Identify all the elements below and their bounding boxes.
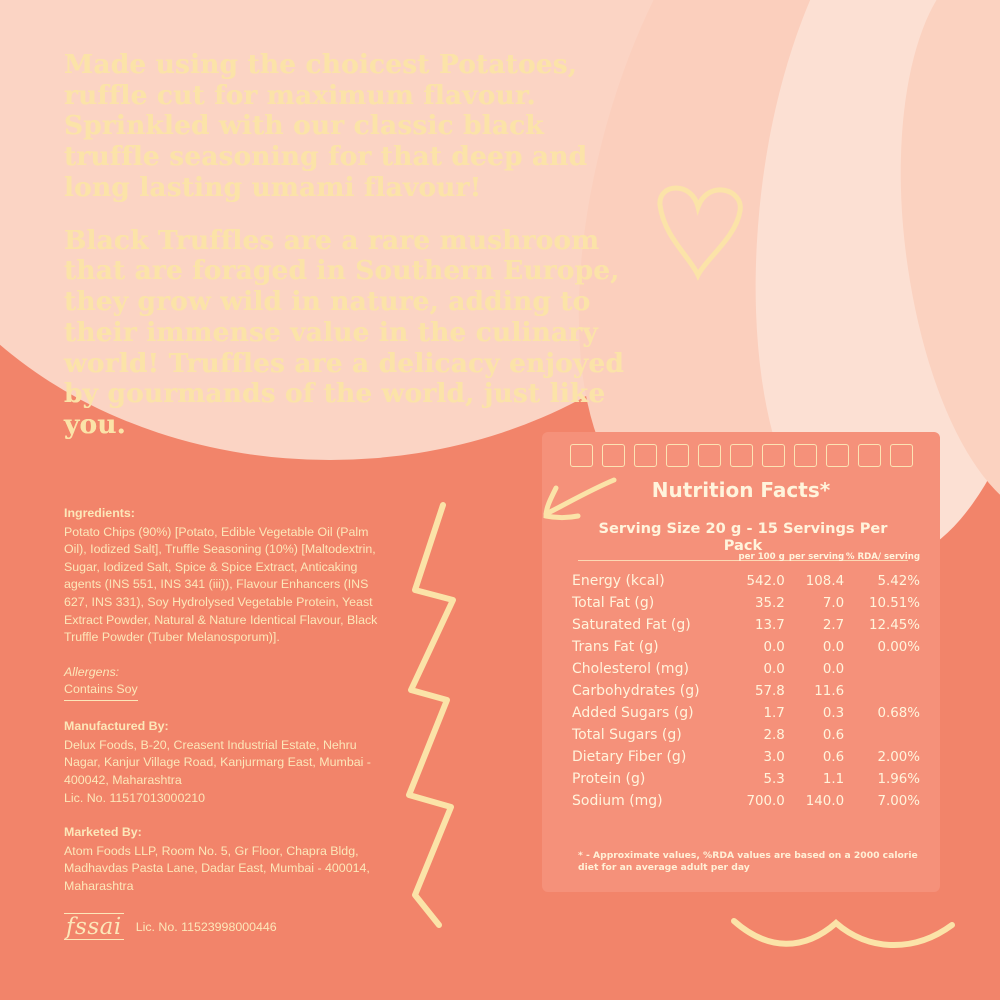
nutrient-per-serving: 2.7 — [822, 618, 845, 633]
nutrient-label: Total Fat (g) — [572, 595, 655, 611]
nutrient-per-100g: 2.8 — [763, 728, 785, 743]
nutrient-per-100g: 13.7 — [754, 618, 785, 633]
product-description — [64, 50, 624, 463]
nutrient-rda: 5.42% — [877, 574, 920, 589]
nutrient-per-serving: 108.4 — [805, 574, 845, 589]
allergens-block — [64, 664, 394, 701]
table-row — [572, 570, 920, 592]
nutrient-per-100g: 0.0 — [763, 662, 785, 677]
table-row — [572, 768, 920, 790]
perforation-square — [890, 444, 913, 467]
nutrient-rda: 7.00% — [877, 794, 920, 809]
nutrient-label: Protein (g) — [572, 771, 646, 787]
manufactured-by-license: Lic. No. 11517013000210 — [64, 790, 206, 805]
marketed-by-block — [64, 824, 394, 895]
nutrient-label: Total Sugars (g) — [572, 727, 682, 743]
nutrient-rda: 0.00% — [877, 640, 920, 655]
nutrient-per-100g: 0.0 — [763, 640, 785, 655]
nutrient-label: Cholesterol (mg) — [572, 661, 689, 677]
nutrient-per-serving: 0.0 — [822, 662, 845, 677]
nutrient-per-100g: 1.7 — [763, 706, 785, 721]
nutrient-label: Carbohydrates (g) — [572, 683, 700, 699]
perforation-square — [858, 444, 881, 467]
perforation-square — [698, 444, 721, 467]
nutrient-rda — [844, 724, 920, 746]
nutrient-label: Saturated Fat (g) — [572, 617, 691, 633]
table-row — [572, 680, 920, 702]
nutrient-per-100g: 57.8 — [754, 684, 785, 699]
perforation-square — [570, 444, 593, 467]
allergens-text: Contains Soy — [64, 681, 138, 701]
col-nutrient — [572, 552, 725, 570]
table-row — [572, 702, 920, 724]
fssai-row — [64, 913, 394, 940]
description-paragraph-1: Made using the choicest Potatoes, ruffle cut for maximum flavour. Sprinkled with our classic black truffle seasoning for that deep and long lasting umami flavour! — [64, 49, 588, 203]
nutrient-label: Dietary Fiber (g) — [572, 749, 687, 765]
table-row — [572, 746, 920, 768]
marketed-by-heading: Marketed By: — [64, 825, 142, 840]
table-row — [572, 636, 920, 658]
nutrient-label: Trans Fat (g) — [572, 639, 659, 655]
nutrient-label: Sodium (mg) — [572, 793, 663, 809]
ingredients-block — [64, 505, 394, 647]
col-rda: % RDA/ serving — [845, 552, 920, 562]
description-paragraph-2: Black Truffles are a rare mushroom that are foraged in Southern Europe, they grow wild in nature, adding to their immense value in the culinary world! Truffles are a delicacy enjoyed by gourmands of the world, just like you. — [64, 224, 624, 441]
nutrient-per-serving: 140.0 — [805, 794, 845, 809]
ingredients-heading: Ingredients: — [64, 506, 135, 520]
table-row — [572, 790, 920, 812]
perforation-square — [794, 444, 817, 467]
nutrition-title: Nutrition Facts* — [651, 478, 831, 502]
fssai-logo: fssai — [66, 913, 122, 940]
nutrient-label: Added Sugars (g) — [572, 705, 694, 721]
wave-doodle-icon — [728, 905, 958, 955]
nutrient-label: Energy (kcal) — [572, 573, 665, 589]
nutrient-per-serving: 0.3 — [822, 706, 845, 721]
nutrient-rda: 12.45% — [868, 618, 920, 633]
fssai-license: Lic. No. 11523998000446 — [135, 920, 277, 935]
nutrient-per-100g: 3.0 — [763, 750, 785, 765]
col-per-serving: per serving — [788, 552, 845, 562]
nutrient-per-100g: 700.0 — [746, 794, 785, 809]
nutrition-table — [572, 552, 920, 812]
manufactured-by-block — [64, 718, 394, 807]
table-row — [572, 658, 920, 680]
nutrient-rda: 2.00% — [877, 750, 920, 765]
table-header-row — [572, 552, 920, 570]
table-row — [572, 614, 920, 636]
nutrient-per-serving: 11.6 — [814, 684, 845, 699]
label-info-column — [64, 505, 394, 940]
perforation-square — [602, 444, 625, 467]
perforation-strip — [556, 438, 942, 472]
nutrient-per-100g: 5.3 — [763, 772, 785, 787]
manufactured-by-address: Delux Foods, B-20, Creasent Industrial Estate, Nehru Nagar, Kanjur Village Road, Kanjurmarg East, Mumbai - 400042, Maharashtra — [64, 737, 371, 787]
nutrient-rda: 10.51% — [868, 596, 920, 611]
nutrient-rda: 1.96% — [877, 772, 920, 787]
perforation-square — [634, 444, 657, 467]
perforation-square — [730, 444, 753, 467]
nutrient-per-100g: 542.0 — [746, 574, 785, 589]
nutrient-rda — [844, 680, 920, 702]
allergens-heading: Allergens: — [64, 664, 120, 679]
nutrient-per-serving: 1.1 — [822, 772, 845, 787]
table-row — [572, 592, 920, 614]
ingredients-text: Potato Chips (90%) [Potato, Edible Vegetable Oil (Palm Oil), Iodized Salt], Truffle Seasoning (10%) [Maltodextrin, Sugar, Iodized Salt, Spice & Spice Extract, Anticaking agents (INS 551, INS 341 (iii)), Flavour Enhancers (INS 627, INS 331), Soy Hydrolysed Vegetable Protein, Yeast Extract Powder, Natural & Nature Identical Flavour, Black Truffle Powder (Tuber Melanosporum)]. — [64, 524, 378, 645]
serving-size: Serving Size 20 g - 15 Servings Per Pack — [578, 520, 908, 561]
nutrient-rda — [844, 658, 920, 680]
table-row — [572, 724, 920, 746]
marketed-by-address: Atom Foods LLP, Room No. 5, Gr Floor, Chapra Bldg, Madhavdas Pasta Lane, Dadar East, Mumbai - 400014, Maharashtra — [64, 843, 370, 893]
nutrient-per-serving: 7.0 — [822, 596, 845, 611]
nutrient-per-serving: 0.6 — [822, 750, 845, 765]
col-per-100g: per 100 g — [738, 552, 785, 562]
heart-icon — [648, 175, 758, 285]
nutrient-per-serving: 0.0 — [822, 640, 845, 655]
nutrition-footnote: * - Approximate values, %RDA values are based on a 2000 calorie diet for an average adult per day — [578, 850, 918, 874]
nutrient-per-100g: 35.2 — [754, 596, 785, 611]
nutrient-rda: 0.68% — [877, 706, 920, 721]
perforation-square — [826, 444, 849, 467]
manufactured-by-heading: Manufactured By: — [64, 719, 169, 734]
perforation-square — [762, 444, 785, 467]
perforation-square — [666, 444, 689, 467]
nutrient-per-serving: 0.6 — [822, 728, 845, 743]
